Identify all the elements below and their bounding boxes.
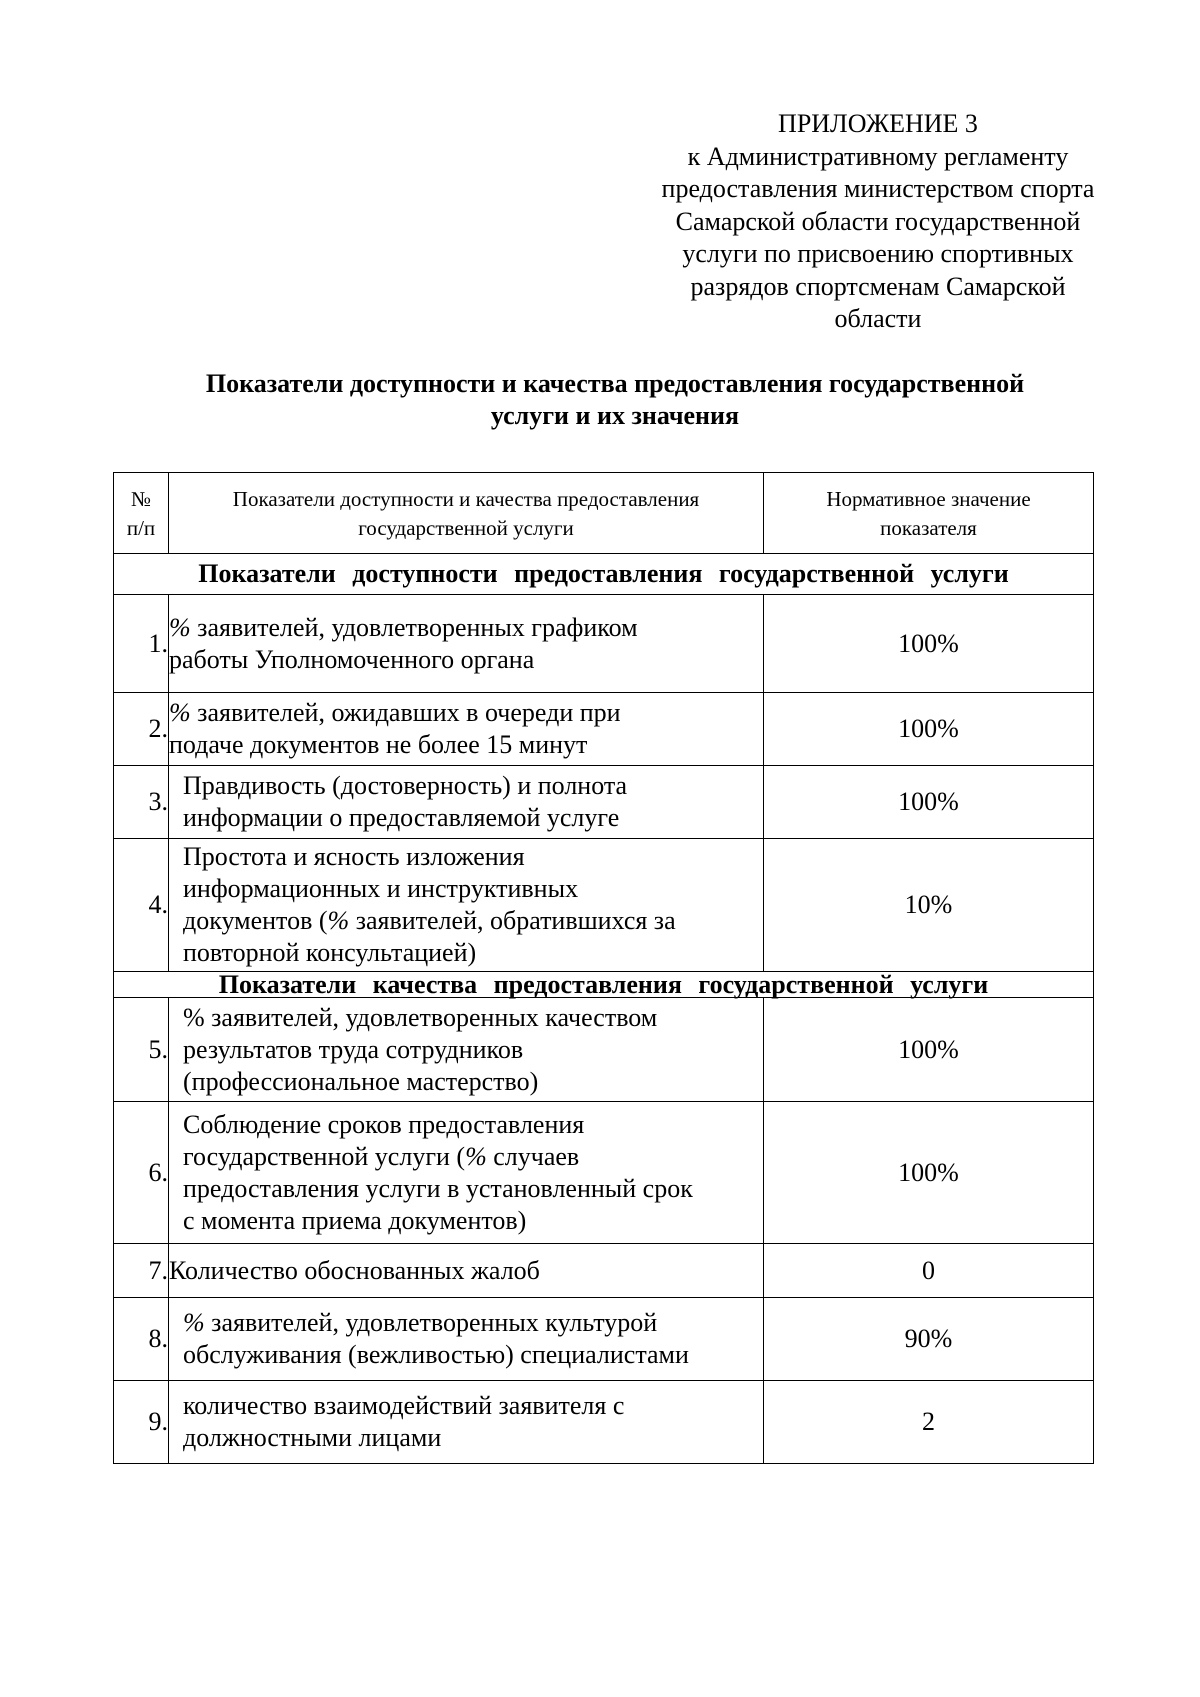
indicator-line: случаев bbox=[486, 1141, 580, 1171]
appendix-line: разрядов спортсменам Самарской bbox=[690, 271, 1066, 301]
table-row bbox=[114, 1298, 1094, 1381]
percent-sign: % bbox=[183, 1308, 205, 1337]
row-number: 8. bbox=[114, 1298, 169, 1381]
header-value-line: показателя bbox=[880, 516, 977, 540]
row-number: 3. bbox=[114, 766, 169, 839]
section-title: Показатели доступности предоставления государственной услуги bbox=[114, 554, 1094, 595]
row-value: 0 bbox=[764, 1244, 1094, 1298]
row-value: 100% bbox=[764, 998, 1094, 1102]
indicator-line: подаче документов не более 15 минут bbox=[169, 730, 588, 759]
indicator-line: результатов труда сотрудников bbox=[183, 1034, 524, 1064]
table-row bbox=[114, 839, 1094, 972]
percent-sign: % bbox=[465, 1141, 487, 1171]
indicator-line: государственной услуги ( bbox=[183, 1141, 466, 1171]
header-num-line: п/п bbox=[126, 516, 156, 540]
header-num-cell bbox=[114, 473, 169, 554]
percent-sign: % bbox=[169, 698, 191, 727]
title-line: услуги и их значения bbox=[490, 401, 740, 430]
indicator-line: заявителей, обратившихся за bbox=[349, 906, 676, 935]
row-number: 1. bbox=[114, 595, 169, 693]
indicator-line: информационных и инструктивных bbox=[183, 874, 579, 903]
indicator-line: заявителей, удовлетворенных графиком bbox=[190, 612, 638, 642]
indicator-line: заявителей, удовлетворенных культурой bbox=[204, 1308, 658, 1337]
header-num-line: № bbox=[130, 487, 152, 511]
table-row bbox=[114, 595, 1094, 693]
row-number: 4. bbox=[114, 839, 169, 972]
header-name-line: Показатели доступности и качества предоставления bbox=[232, 487, 700, 511]
section-row-accessibility bbox=[114, 554, 1094, 595]
row-value: 100% bbox=[764, 1102, 1094, 1244]
indicator-line: повторной консультацией) bbox=[183, 938, 477, 967]
row-indicator bbox=[169, 1381, 764, 1464]
indicator-line: с момента приема документов) bbox=[183, 1205, 527, 1235]
indicator-line: должностными лицами bbox=[183, 1423, 442, 1452]
document-title bbox=[120, 368, 1110, 432]
row-number: 6. bbox=[114, 1102, 169, 1244]
row-indicator bbox=[169, 595, 764, 693]
percent-sign: % bbox=[327, 906, 350, 935]
appendix-line: Самарской области государственной bbox=[675, 206, 1081, 236]
row-number: 7. bbox=[114, 1244, 169, 1298]
indicator-line: обслуживания (вежливостью) специалистами bbox=[183, 1340, 689, 1369]
row-number: 9. bbox=[114, 1381, 169, 1464]
row-number: 2. bbox=[114, 693, 169, 766]
indicator-line: предоставления услуги в установленный срок bbox=[183, 1173, 693, 1203]
appendix-line: предоставления министерством спорта bbox=[661, 174, 1095, 203]
table-row bbox=[114, 766, 1094, 839]
appendix-line: к Административному регламенту bbox=[687, 141, 1069, 171]
appendix-line: ПРИЛОЖЕНИЕ 3 bbox=[778, 109, 978, 138]
appendix-line: услуги по присвоению спортивных bbox=[682, 239, 1074, 268]
row-indicator bbox=[169, 839, 764, 972]
row-indicator bbox=[169, 1102, 764, 1244]
appendix-line: области bbox=[834, 304, 922, 333]
row-indicator bbox=[169, 693, 764, 766]
indicator-line: (профессиональное мастерство) bbox=[183, 1066, 539, 1096]
table-row bbox=[114, 693, 1094, 766]
section-row-quality bbox=[114, 972, 1094, 998]
table-row bbox=[114, 1244, 1094, 1298]
table-row bbox=[114, 1102, 1094, 1244]
indicator-line: документов ( bbox=[183, 906, 328, 935]
indicator-line: Правдивость (достоверность) и полнота bbox=[183, 771, 628, 800]
header-name-line: государственной услуги bbox=[358, 516, 574, 540]
section-title: Показатели качества предоставления государственной услуги bbox=[114, 972, 1094, 998]
row-value: 100% bbox=[764, 766, 1094, 839]
table-row bbox=[114, 1381, 1094, 1464]
title-line: Показатели доступности и качества предоставления государственной bbox=[205, 369, 1025, 398]
indicator-line: Количество обоснованных жалоб bbox=[169, 1255, 540, 1285]
row-number: 5. bbox=[114, 998, 169, 1102]
row-indicator bbox=[169, 1298, 764, 1381]
indicator-line: Простота и ясность изложения bbox=[183, 842, 525, 871]
header-value-cell bbox=[764, 473, 1094, 554]
header-name-cell bbox=[169, 473, 764, 554]
indicator-line: % заявителей, удовлетворенных качеством bbox=[183, 1002, 658, 1032]
indicator-line: информации о предоставляемой услуге bbox=[183, 803, 620, 832]
row-value: 90% bbox=[764, 1298, 1094, 1381]
table-row bbox=[114, 998, 1094, 1102]
row-indicator bbox=[169, 766, 764, 839]
header-value-line: Нормативное значение bbox=[826, 487, 1031, 511]
indicator-line: работы Уполномоченного органа bbox=[169, 644, 535, 674]
percent-sign: % bbox=[169, 612, 191, 642]
table-header-row bbox=[114, 473, 1094, 554]
row-value: 2 bbox=[764, 1381, 1094, 1464]
row-indicator bbox=[169, 998, 764, 1102]
indicator-line: Соблюдение сроков предоставления bbox=[183, 1109, 585, 1139]
indicators-table bbox=[113, 472, 1094, 1464]
row-value: 100% bbox=[764, 595, 1094, 693]
row-value: 100% bbox=[764, 693, 1094, 766]
row-indicator bbox=[169, 1244, 764, 1298]
row-value: 10% bbox=[764, 839, 1094, 972]
appendix-block bbox=[618, 108, 1138, 336]
indicator-line: заявителей, ожидавших в очереди при bbox=[190, 698, 621, 727]
indicator-line: количество взаимодействий заявителя с bbox=[183, 1391, 625, 1420]
